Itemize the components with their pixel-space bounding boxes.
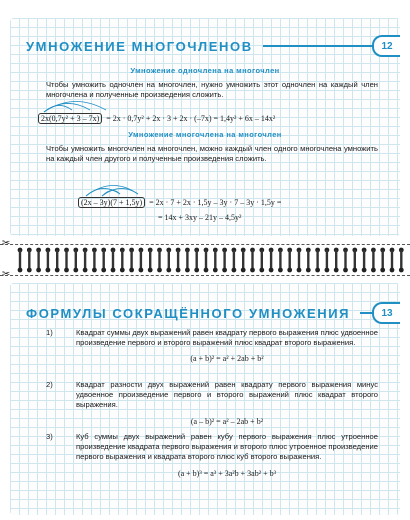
binding-ring [176, 248, 181, 273]
formula-monomial [38, 114, 275, 123]
item-number: 1) [46, 328, 53, 337]
binding-ring [390, 248, 395, 273]
binding-ring [194, 248, 199, 273]
multiplication-arcs [38, 98, 118, 114]
spiral-binding [0, 242, 410, 278]
page-header [26, 299, 400, 327]
binding-ring [297, 248, 302, 273]
binding-rings [0, 238, 410, 280]
formula-left: 2x(0,7y² + 3 – 7x) [38, 113, 102, 124]
binding-ring [204, 248, 209, 273]
binding-ring [55, 248, 60, 273]
binding-ring [315, 248, 320, 273]
binding-ring [325, 248, 330, 273]
page-13 [10, 283, 400, 515]
multiplication-arcs [80, 178, 160, 198]
binding-ring [101, 248, 106, 273]
paragraph: Чтобы умножить одночлен на многочлен, нужно умножить этот одночлен на каждый член многочлена и полученные произведения сложить. [46, 80, 378, 100]
item-formula: (a + b)³ = a³ + 3a²b + 3ab² + b³ [177, 468, 277, 478]
binding-ring [73, 248, 78, 273]
paragraph: Чтобы умножить многочлен на многочлен, можно каждый член одного многочлена умножить на каждый член другого и полученные произведения сложить. [46, 144, 378, 164]
binding-ring [27, 248, 32, 273]
title-rule [360, 312, 372, 314]
binding-ring [166, 248, 171, 273]
formula-polynomial [78, 198, 281, 207]
binding-ring [334, 248, 339, 273]
binding-ring [120, 248, 125, 273]
binding-ring [352, 248, 357, 273]
binding-ring [259, 248, 264, 273]
page-number: 13 [372, 302, 400, 324]
binding-ring [139, 248, 144, 273]
binding-ring [250, 248, 255, 273]
item-text: Квадрат разности двух выражений равен квадрату первого выражения минус удвоенное произведение первого и второго выражений плюс квадрат второго выражения. [76, 380, 378, 410]
page-title: ФОРМУЛЫ СОКРАЩЁННОГО УМНОЖЕНИЯ [26, 305, 351, 321]
binding-ring [269, 248, 274, 273]
list-item [46, 328, 378, 365]
item-number: 3) [46, 432, 53, 441]
title-rule [263, 45, 372, 47]
binding-ring [380, 248, 385, 273]
item-text: Куб суммы двух выражений равен кубу первого выражения плюс утроенное произведение квадрата первого выражения и второго плюс утроенное произведение первого выражения и квадрата второго плюс куб второго выражения. [76, 432, 378, 462]
section-subtitle: Умножение многочлена на многочлен [128, 130, 282, 139]
binding-ring [157, 248, 162, 273]
binding-ring [232, 248, 237, 273]
scissors-icon: ✂ [2, 269, 11, 280]
binding-ring [362, 248, 367, 273]
scissors-icon: ✂ [2, 238, 11, 249]
cut-line [0, 275, 410, 276]
binding-ring [185, 248, 190, 273]
binding-ring [83, 248, 88, 273]
binding-ring [371, 248, 376, 273]
binding-ring [148, 248, 153, 273]
binding-ring [241, 248, 246, 273]
list-item [46, 380, 378, 427]
item-formula: (a – b)² = a² – 2ab + b² [190, 416, 264, 426]
page-title: УМНОЖЕНИЕ МНОГОЧЛЕНОВ [26, 38, 253, 54]
page-12 [10, 18, 400, 236]
binding-ring [18, 248, 23, 273]
formula-left: (2x – 3y)(7 + 1,5y) [78, 197, 145, 208]
binding-ring [129, 248, 134, 273]
binding-ring [287, 248, 292, 273]
formula-result: = 14x + 3xy – 21y – 4,5y² [158, 213, 242, 222]
binding-ring [92, 248, 97, 273]
section-subtitle: Умножение одночлена на многочлен [130, 66, 280, 75]
page-number: 12 [372, 35, 400, 57]
binding-ring [399, 248, 404, 273]
formula-right: = 2x · 0,7y² + 2x · 3 + 2x · (–7x) = 1,4y² + 6x – 14x² [106, 114, 276, 123]
binding-ring [222, 248, 227, 273]
binding-ring [46, 248, 51, 273]
binding-ring [64, 248, 69, 273]
list-item [46, 432, 378, 479]
binding-ring [36, 248, 41, 273]
item-number: 2) [46, 380, 53, 389]
page-header [26, 32, 400, 60]
binding-ring [213, 248, 218, 273]
binding-ring [306, 248, 311, 273]
formula-right: = 2x · 7 + 2x · 1,5y – 3y · 7 – 3y · 1,5y = [149, 198, 282, 207]
binding-ring [111, 248, 116, 273]
item-text: Квадрат суммы двух выражений равен квадрату первого выражения плюс удвоенное произведение первого и второго выражений плюс квадрат второго выражения. [76, 328, 378, 348]
binding-ring [278, 248, 283, 273]
item-formula: (a + b)² = a² + 2ab + b² [190, 354, 264, 364]
binding-ring [343, 248, 348, 273]
